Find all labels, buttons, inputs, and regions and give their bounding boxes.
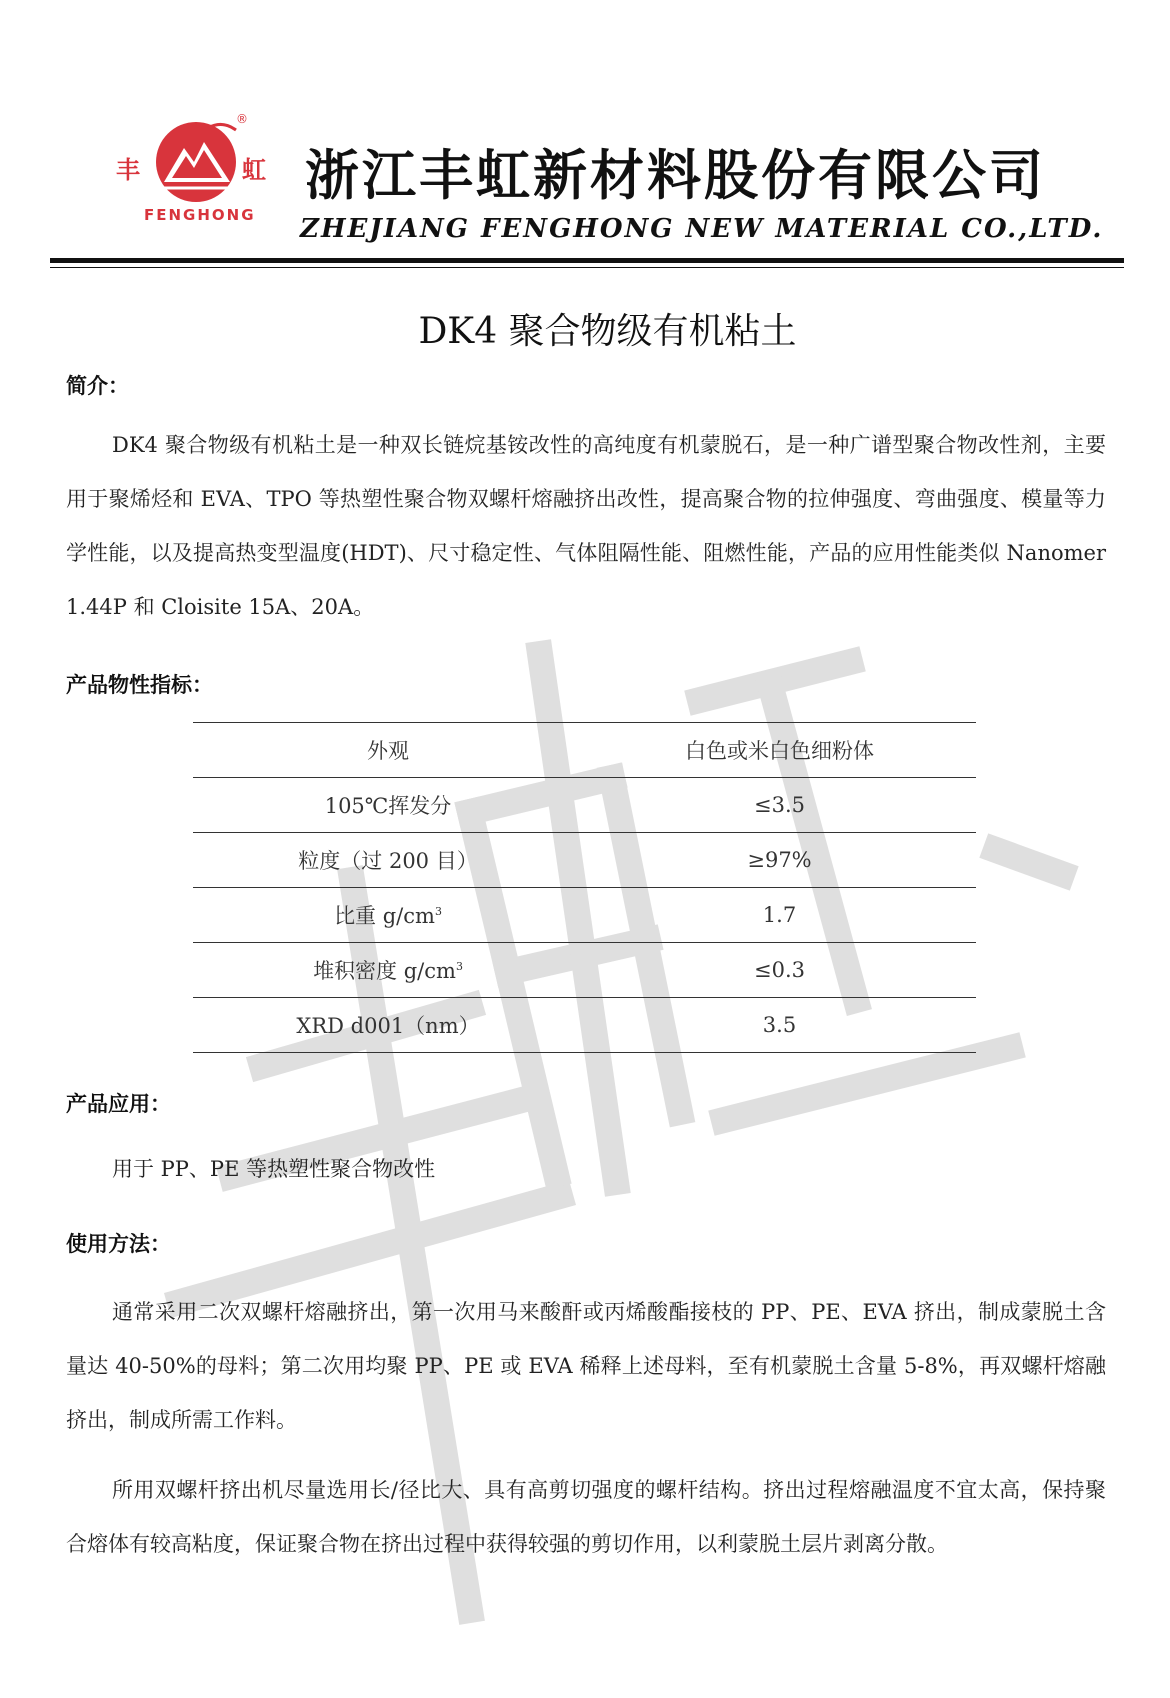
property-name: 堆积密度 g/cm <box>313 959 456 983</box>
property-name: 外观 <box>193 723 583 778</box>
mountain-logo-icon <box>146 118 246 204</box>
company-name-cn: 浙江丰虹新材料股份有限公司 <box>305 144 1046 207</box>
logo-char-left: 丰 <box>116 156 140 184</box>
property-name: 比重 g/cm <box>334 904 435 928</box>
logo-brand-en: FENGHONG <box>144 206 256 224</box>
usage-heading: 使用方法： <box>66 1232 171 1256</box>
application-heading: 产品应用： <box>66 1092 171 1116</box>
table-row <box>193 778 976 833</box>
header-divider-thin <box>50 267 1124 268</box>
registered-mark: ® <box>236 112 248 126</box>
property-value: ≤3.5 <box>583 778 976 833</box>
properties-heading: 产品物性指标： <box>66 673 213 697</box>
property-value: 1.7 <box>583 888 976 943</box>
usage-paragraph-2: 所用双螺杆挤出机尽量选用长/径比大、具有高剪切强度的螺杆结构。挤出过程熔融温度不宜太高，保持聚合熔体有较高粘度，保证聚合物在挤出过程中获得较强的剪切作用，以利蒙脱土层片剥离分散。 <box>66 1478 1106 1556</box>
document-title: DK4 聚合物级有机粘土 <box>418 311 797 352</box>
intro-paragraph: DK4 聚合物级有机粘土是一种双长链烷基铵改性的高纯度有机蒙脱石，是一种广谱型聚合物改性剂，主要用于聚烯烃和 EVA、TPO 等热塑性聚合物双螺杆熔融挤出改性，提高聚合物的拉伸强度、弯曲强度、模量等力学性能，以及提高热变型温度(HDT)、尺寸稳定性、气体阻隔性能、阻燃性能，产品的应用性能类似 Nanomer 1.44P 和 Cloisite 15A、20A。 <box>66 433 1106 619</box>
property-name-cell <box>193 888 583 943</box>
application-paragraph: 用于 PP、PE 等热塑性聚合物改性 <box>112 1157 436 1181</box>
property-name: 105℃挥发分 <box>193 778 583 833</box>
properties-table <box>193 722 976 1053</box>
company-logo <box>112 112 282 228</box>
property-name: XRD d001（nm） <box>193 998 583 1053</box>
usage-paragraph-1: 通常采用二次双螺杆熔融挤出，第一次用马来酸酐或丙烯酸酯接枝的 PP、PE、EVA 挤出，制成蒙脱土含量达 40-50%的母料；第二次用均聚 PP、PE 或 EVA 稀释上述母料，至有机蒙脱土含量 5-8%，再双螺杆熔融挤出，制成所需工作料。 <box>66 1300 1106 1432</box>
property-name-cell <box>193 943 583 998</box>
property-value: ≤0.3 <box>583 943 976 998</box>
unit-superscript: 3 <box>434 905 442 918</box>
property-value: 3.5 <box>583 998 976 1053</box>
table-row <box>193 723 976 778</box>
header-divider <box>50 258 1124 263</box>
property-value: 白色或米白色细粉体 <box>583 723 976 778</box>
property-value: ≥97% <box>583 833 976 888</box>
unit-superscript: 3 <box>455 960 463 973</box>
table-row <box>193 943 976 998</box>
table-row <box>193 888 976 943</box>
table-row <box>193 833 976 888</box>
logo-char-right: 虹 <box>242 156 266 184</box>
table-row <box>193 998 976 1053</box>
company-name-en: ZHEJIANG FENGHONG NEW MATERIAL CO.,LTD. <box>300 214 1104 244</box>
intro-heading: 简介： <box>66 374 129 398</box>
property-name: 粒度（过 200 目） <box>193 833 583 888</box>
